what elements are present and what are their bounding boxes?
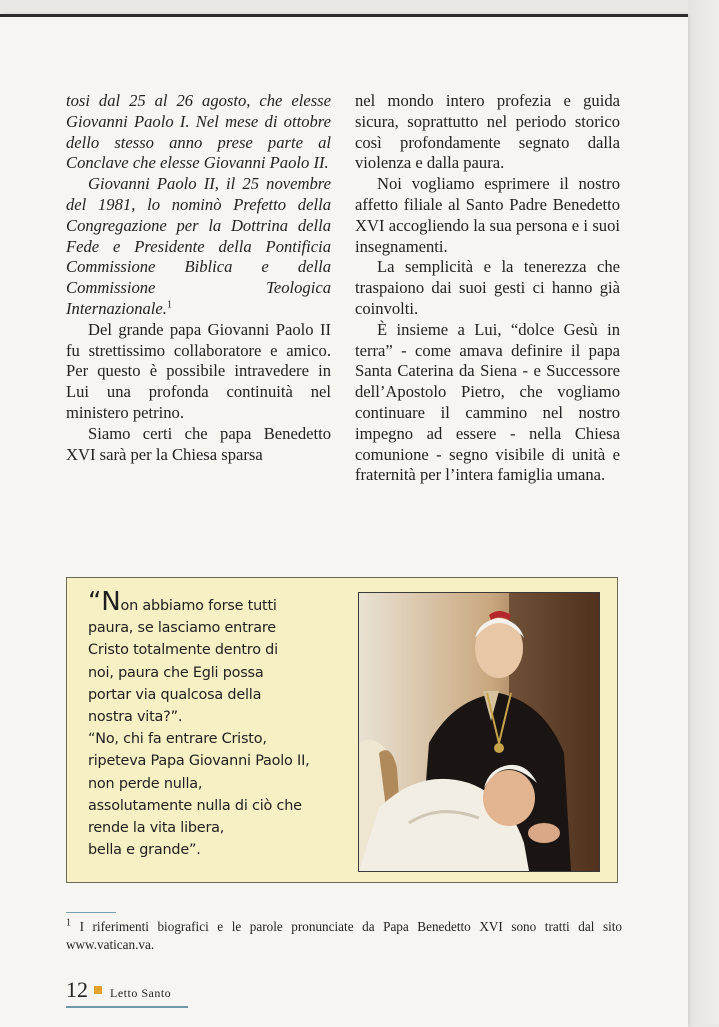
paragraph-text: La semplicità e la tenerezza che traspaiono dai suoi gesti ci hanno già coinvolti. xyxy=(355,257,620,318)
quote-first-line xyxy=(88,587,356,617)
paragraph-text: Giovanni Paolo II, il 25 novembre del 1981, lo nominò Prefetto della Congregazione per la Dottrina della Fede e Presidente della Pontificia Commissione Biblica e della Commissione Teologica Internazionale. xyxy=(66,174,331,318)
footnote-rule xyxy=(66,912,116,913)
quote-text xyxy=(88,587,356,861)
publication-name: Letto Santo xyxy=(110,986,172,1000)
paragraph-text: Noi vogliamo esprimere il nostro affetto filiale al Santo Padre Benedetto XVI accogliendo la sua persona e i suoi insegnamenti. xyxy=(355,174,620,256)
quote-line: ripeteva Papa Giovanni Paolo II, xyxy=(88,753,310,770)
footnote-reference: 1 xyxy=(166,299,172,311)
page-edge xyxy=(688,0,719,1024)
quote-line: “No, chi fa entrare Cristo, xyxy=(88,731,267,748)
page-number: 12 xyxy=(66,977,88,1002)
paragraph-text: Del grande papa Giovanni Paolo II fu strettissimo collaboratore e amico. Per questo è possibile intravedere in Lui una profonda continuità nel ministero petrino. xyxy=(66,319,331,422)
paragraph-text: nel mondo intero profezia e guida sicura, soprattutto nel periodo storico così profondamente segnato dalla violenza e dalla paura. xyxy=(355,91,620,173)
article-paragraph xyxy=(355,257,620,319)
folio-bullet-icon xyxy=(94,986,102,994)
quote-open-mark: “ xyxy=(88,587,102,617)
quote-line: nostra vita?”. xyxy=(88,709,183,726)
quote-line: rende la vita libera, xyxy=(88,820,225,837)
article-paragraph xyxy=(66,91,331,174)
article-paragraph xyxy=(66,174,331,320)
quote-line: paura, se lasciamo entrare xyxy=(88,620,276,637)
quote-line: assolutamente nulla di ciò che xyxy=(88,797,302,814)
quote-line: non perde nulla, xyxy=(88,775,203,792)
footnote xyxy=(66,918,622,954)
quote-line: Cristo totalmente dentro di xyxy=(88,642,278,659)
paragraph-text: Siamo certi che papa Benedetto XVI sarà per la Chiesa sparsa xyxy=(66,423,331,464)
quote-box xyxy=(66,577,618,883)
page xyxy=(0,14,688,1027)
paragraph-text: È insieme a Lui, “dolce Gesù in terra” - come amava definire il papa Santa Caterina da Siena - e Successore dell’Apostolo Pietro, che vogliamo continuare il cammino nel nostro impegno ad essere - nella Chiesa comunione - segno visibile di unità e fraternità per l’intera famiglia umana. xyxy=(355,319,620,485)
popes-photo xyxy=(358,592,600,872)
folio-rule xyxy=(66,1006,188,1008)
folio xyxy=(66,977,171,1003)
quote-line: bella e grande”. xyxy=(88,842,201,859)
quote-line: portar via qualcosa della xyxy=(88,686,262,703)
article-paragraph xyxy=(66,320,331,424)
footnote-marker: 1 xyxy=(66,917,71,929)
quote-drop-letter: N xyxy=(101,587,121,617)
article-paragraph xyxy=(355,91,620,174)
column-right xyxy=(355,91,620,486)
column-left xyxy=(66,91,331,465)
quote-line: noi, paura che Egli possa xyxy=(88,664,264,681)
quote-line: on abbiamo forse tutti xyxy=(120,598,277,614)
article-paragraph xyxy=(66,424,331,466)
article-paragraph xyxy=(355,320,620,486)
footnote-text: I riferimenti biografici e le parole pronunciate da Papa Benedetto XVI sono tratti dal sito www.vatican.va. xyxy=(66,919,622,952)
article-paragraph xyxy=(355,174,620,257)
paragraph-text: tosi dal 25 al 26 agosto, che elesse Giovanni Paolo I. Nel mese di ottobre dello stesso anno prese parte al Conclave che elesse Giovanni Paolo II. xyxy=(66,91,331,173)
